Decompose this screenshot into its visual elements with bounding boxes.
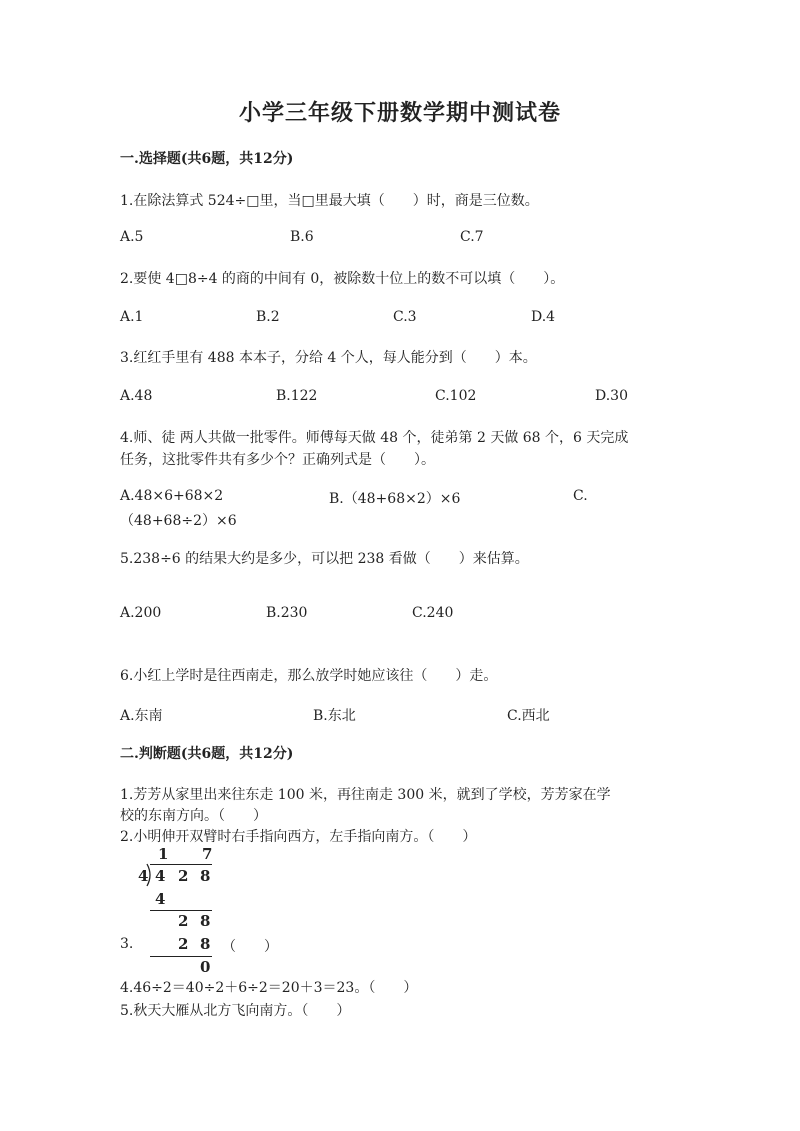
dividend-digit: 4 — [155, 867, 166, 885]
q3-option-b: B.122 — [276, 388, 318, 404]
q4-option-c-text: （48+68÷2）×6 — [120, 513, 237, 529]
remainder-digit: 2 — [178, 912, 189, 930]
final-remainder: 0 — [200, 958, 211, 976]
q1-option-a: A.5 — [120, 229, 144, 245]
q2-option-a: A.1 — [120, 309, 144, 325]
remainder-digit: 8 — [200, 912, 211, 930]
subtract-digit: 2 — [178, 935, 189, 953]
q4-option-b: B.（48+68×2）×6 — [329, 491, 461, 507]
q5-option-c: C.240 — [412, 605, 454, 621]
q1-option-b: B.6 — [290, 229, 314, 245]
quotient-digit: 1 — [158, 845, 169, 863]
dividend-digit: 2 — [178, 867, 189, 885]
section-heading-judgement: 二.判断题(共6题，共12分) — [120, 746, 294, 762]
q6-option-a: A.东南 — [120, 708, 163, 724]
question-4-text-line2: 任务，这批零件共有多少个？正确列式是（ ）。 — [120, 452, 435, 468]
divisor: 4 — [138, 867, 149, 885]
quotient-digit: 7 — [202, 845, 213, 863]
judge-3-label: 3. — [120, 936, 134, 952]
division-bar — [150, 864, 212, 865]
division-bracket-icon — [146, 863, 154, 887]
q2-option-c: C.3 — [393, 309, 417, 325]
q4-option-a: A.48×6+68×2 — [120, 488, 224, 504]
subtract-step-1: 4 — [155, 890, 166, 908]
question-1-text: 1.在除法算式 524÷□里，当□里最大填（ ）时，商是三位数。 — [120, 193, 539, 209]
q6-option-b: B.东北 — [313, 708, 356, 724]
q3-option-c: C.102 — [435, 388, 477, 404]
q1-option-c: C.7 — [460, 229, 484, 245]
judge-4-text: 4.46÷2＝40÷2＋6÷2＝20＋3＝23。（ ） — [120, 980, 418, 996]
division-line — [150, 910, 212, 911]
q2-option-d: D.4 — [531, 309, 556, 325]
q5-option-b: B.230 — [266, 605, 308, 621]
q5-option-a: A.200 — [120, 605, 162, 621]
q6-option-c: C.西北 — [507, 708, 550, 724]
section-heading-choice: 一.选择题(共6题，共12分) — [120, 151, 294, 167]
judge-2-text: 2.小明伸开双臂时右手指向西方，左手指向南方。（ ） — [120, 829, 477, 845]
q3-option-a: A.48 — [120, 388, 153, 404]
division-line — [150, 956, 212, 957]
dividend-digit: 8 — [200, 867, 211, 885]
question-6-text: 6.小红上学时是往西南走，那么放学时她应该往（ ）走。 — [120, 668, 498, 684]
question-4-text-line1: 4.师、徒 两人共做一批零件。师傅每天做 48 个，徒弟第 2 天做 68 个，6 天完成 — [120, 430, 629, 446]
q3-option-d: D.30 — [595, 388, 628, 404]
q4-option-c-label: C. — [573, 488, 588, 504]
judge-3-answer-blank: （ ） — [222, 939, 278, 955]
page-title: 小学三年级下册数学期中测试卷 — [238, 100, 561, 126]
judge-5-text: 5.秋天大雁从北方飞向南方。（ ） — [120, 1003, 351, 1019]
question-2-text: 2.要使 4□8÷4 的商的中间有 0，被除数十位上的数不可以填（ ）。 — [120, 271, 565, 287]
subtract-digit: 8 — [200, 935, 211, 953]
question-3-text: 3.红红手里有 488 本本子，分给 4 个人，每人能分到（ ）本。 — [120, 350, 537, 366]
judge-1-text-line2: 校的东南方向。（ ） — [120, 808, 267, 824]
question-5-text: 5.238÷6 的结果大约是多少，可以把 238 看做（ ）来估算。 — [120, 551, 529, 567]
q2-option-b: B.2 — [256, 309, 280, 325]
judge-1-text-line1: 1.芳芳从家里出来往东走 100 米，再往南走 300 米，就到了学校，芳芳家在学 — [120, 787, 611, 803]
